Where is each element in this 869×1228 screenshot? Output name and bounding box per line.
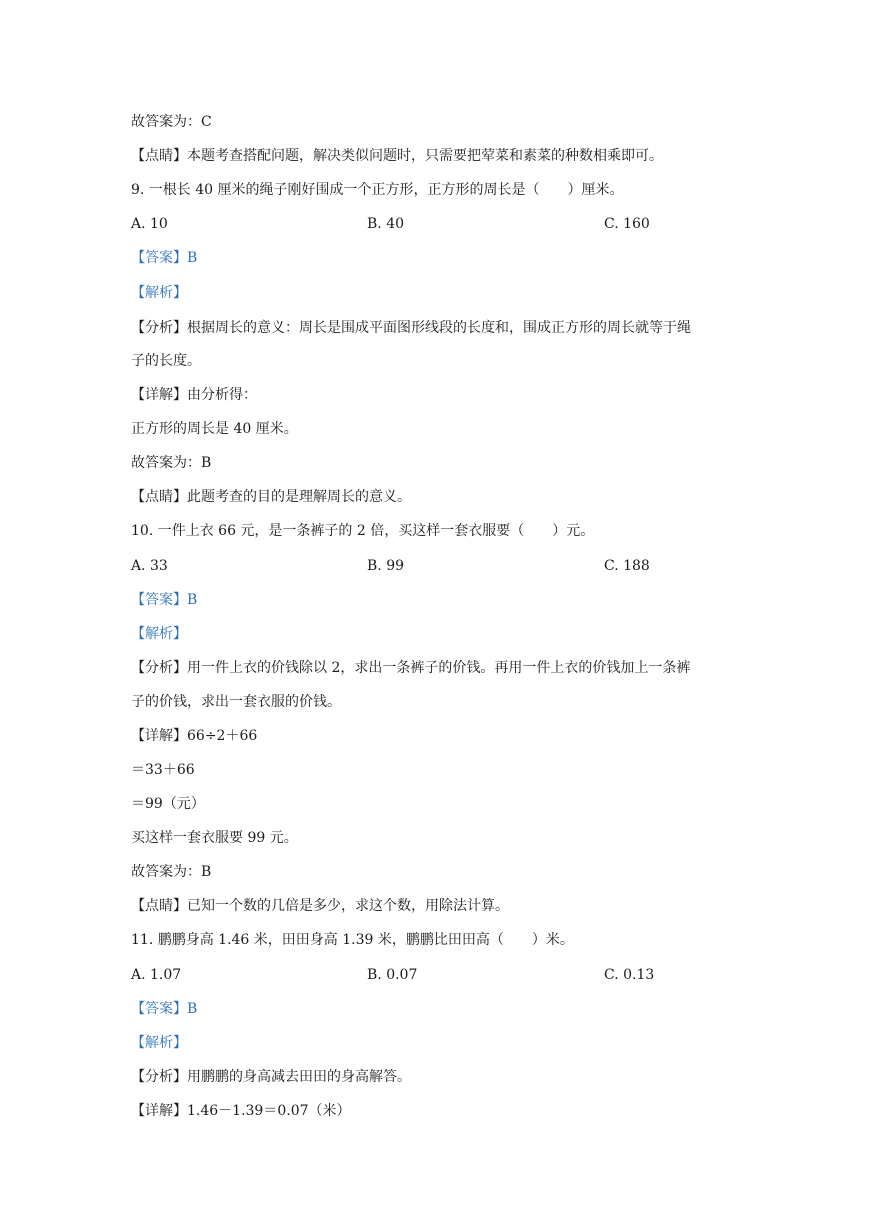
q11-option-a: A. 1.07 xyxy=(131,967,182,983)
q10-xiangjie: 【详解】66÷2＋66 xyxy=(131,728,258,744)
q11-answer-label: 【答案】B xyxy=(131,1001,198,1017)
q11-jiexi-label: 【解析】 xyxy=(131,1035,187,1051)
dianjing-line: 【点睛】本题考查搭配问题，解决类似问题时，只需要把荤菜和素菜的种数相乘即可。 xyxy=(131,148,663,164)
q9-fenxi-2: 子的长度。 xyxy=(131,353,201,369)
q11-option-c: C. 0.13 xyxy=(604,967,655,983)
q10-option-c: C. 188 xyxy=(604,558,650,574)
question-11: 11. 鹏鹏身高 1.46 米，田田身高 1.39 米，鹏鹏比田田高（ ）米。 xyxy=(131,932,574,948)
question-9: 9. 一根长 40 厘米的绳子刚好围成一个正方形，正方形的周长是（ ）厘米。 xyxy=(131,182,624,198)
q10-step-1: ＝33＋66 xyxy=(131,762,195,778)
q10-sentence: 买这样一套衣服要 99 元。 xyxy=(131,830,298,846)
q10-option-a: A. 33 xyxy=(131,558,168,574)
q9-dianjing: 【点睛】此题考查的目的是理解周长的意义。 xyxy=(131,489,411,505)
q9-calc: 正方形的周长是 40 厘米。 xyxy=(131,421,298,437)
q9-option-a: A. 10 xyxy=(131,216,168,232)
q11-xiangjie: 【详解】1.46－1.39＝0.07（米） xyxy=(131,1103,351,1119)
q10-final: 故答案为：B xyxy=(131,864,212,880)
q10-answer-label: 【答案】B xyxy=(131,592,198,608)
q10-fenxi-1: 【分析】用一件上衣的价钱除以 2，求出一条裤子的价钱。再用一件上衣的价钱加上一条裤 xyxy=(131,660,691,676)
q10-jiexi-label: 【解析】 xyxy=(131,626,187,642)
q9-fenxi-1: 【分析】根据周长的意义：周长是围成平面图形线段的长度和，围成正方形的周长就等于绳 xyxy=(131,320,691,336)
q10-fenxi-2: 子的价钱，求出一套衣服的价钱。 xyxy=(131,694,341,710)
q11-fenxi: 【分析】用鹏鹏的身高减去田田的身高解答。 xyxy=(131,1069,411,1085)
q9-option-b: B. 40 xyxy=(367,216,405,232)
q9-answer-label: 【答案】B xyxy=(131,250,198,266)
q9-option-c: C. 160 xyxy=(604,216,650,232)
q9-final: 故答案为：B xyxy=(131,455,212,471)
answer-c-line: 故答案为：C xyxy=(131,114,212,130)
q10-dianjing: 【点睛】已知一个数的几倍是多少，求这个数，用除法计算。 xyxy=(131,898,509,914)
q10-step-2: ＝99（元） xyxy=(131,796,205,812)
q9-jiexi-label: 【解析】 xyxy=(131,285,187,301)
q11-option-b: B. 0.07 xyxy=(367,967,418,983)
q9-xiangjie: 【详解】由分析得： xyxy=(131,387,257,403)
q10-option-b: B. 99 xyxy=(367,558,405,574)
question-10: 10. 一件上衣 66 元，是一条裤子的 2 倍，买这样一套衣服要（ ）元。 xyxy=(131,523,595,539)
